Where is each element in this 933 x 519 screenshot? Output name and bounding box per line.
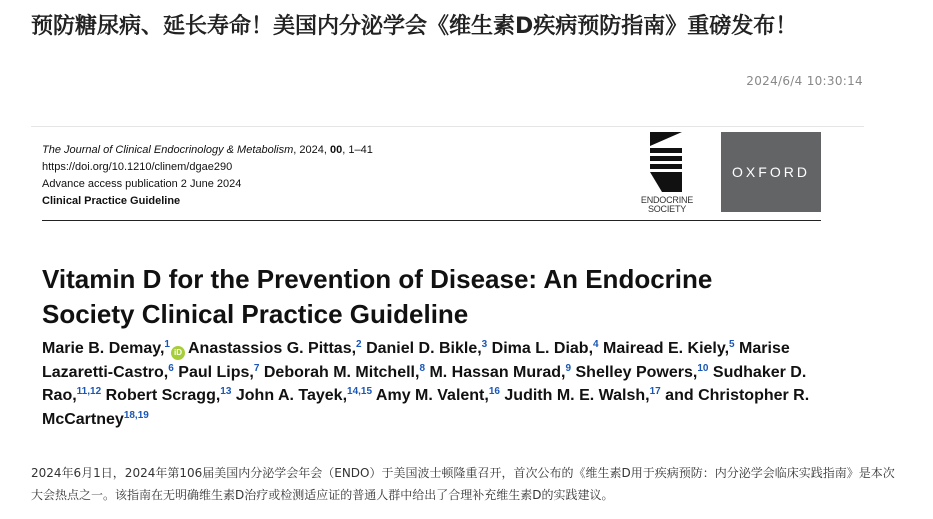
author-name[interactable]: Robert Scragg, <box>105 387 221 404</box>
author-name[interactable]: John A. Tayek, <box>235 387 348 404</box>
author-affiliation[interactable]: 11,12 <box>76 386 102 397</box>
orcid-icon[interactable]: iD <box>171 346 185 360</box>
journal-info <box>42 142 373 210</box>
oxford-logo: OXFORD <box>721 132 821 212</box>
publish-timestamp: 2024/6/4 10:30:14 <box>746 74 863 88</box>
author-name[interactable]: Anastassios G. Pittas, <box>187 340 357 357</box>
author-affiliation[interactable]: 13 <box>220 386 232 397</box>
logo-line-1: ENDOCRINE <box>640 195 694 205</box>
author-affiliation[interactable]: 10 <box>697 362 709 374</box>
endocrine-society-text <box>632 196 702 214</box>
advance-access: Advance access publication 2 June 2024 <box>42 178 242 190</box>
citation-volume: 00 <box>330 144 343 156</box>
author-affiliation[interactable]: 18,19 <box>123 409 149 421</box>
author-affiliation[interactable]: 3 <box>481 339 488 350</box>
author-name[interactable]: and Christopher R. McCartney <box>42 387 810 428</box>
paper-screenshot <box>31 126 864 456</box>
author-name[interactable]: Dima L. Diab, <box>491 340 594 357</box>
author-affiliation[interactable]: 6 <box>168 362 174 374</box>
citation-pages: , 1–41 <box>342 144 373 156</box>
author-name[interactable]: Mairead E. Kiely, <box>603 340 730 357</box>
author-name[interactable]: Shelley Powers, <box>575 363 698 381</box>
author-name[interactable]: Sudhaker D. Rao, <box>42 363 807 404</box>
author-affiliation[interactable]: 8 <box>419 362 425 374</box>
endocrine-society-logo <box>632 132 702 214</box>
author-affiliation[interactable]: 2 <box>356 339 362 350</box>
citation-line <box>42 142 373 159</box>
author-name[interactable]: M. Hassan Murad, <box>429 363 566 381</box>
author-name[interactable]: Amy M. Valent, <box>375 387 489 404</box>
paper-title: Vitamin D for the Prevention of Disease: An Endocrine Society Clinical Practice Guideline <box>42 264 713 329</box>
author-affiliation[interactable]: 7 <box>253 362 260 374</box>
author-list <box>42 337 832 431</box>
author-name[interactable]: Marie B. Demay, <box>42 340 165 357</box>
header-divider <box>42 220 821 221</box>
author-affiliation[interactable]: 16 <box>488 386 500 397</box>
author-name[interactable]: Deborah M. Mitchell, <box>263 363 420 381</box>
top-divider <box>31 126 864 127</box>
logo-line-2: SOCIETY <box>647 204 687 214</box>
author-affiliation[interactable]: 5 <box>729 339 735 350</box>
article-category: Clinical Practice Guideline <box>42 195 181 207</box>
doi-link[interactable]: https://doi.org/10.1210/clinem/dgae290 <box>42 161 233 173</box>
journal-name: The Journal of Clinical Endocrinology & Metabolism <box>42 144 294 156</box>
citation-year: , 2024, <box>293 144 330 156</box>
author-name[interactable]: Daniel D. Bikle, <box>366 340 482 357</box>
article-title: 预防糖尿病、延长寿命！美国内分泌学会《维生素D疾病预防指南》重磅发布！ <box>31 14 798 39</box>
author-affiliation[interactable]: 9 <box>565 362 572 374</box>
intro-paragraph: 2024年6月1日，2024年第106届美国内分泌学会年会（ENDO）于美国波士顿隆重召开，首次公布的《维生素D用于疾病预防：内分泌学会临床实践指南》是本次大会热点之一。该指南在无明确维生素D治疗或检测适应证的普通人群中给出了合理补充维生素D的实践建议。 <box>31 466 895 502</box>
author-affiliation[interactable]: 4 <box>593 339 599 350</box>
author-affiliation[interactable]: 1 <box>164 339 170 350</box>
author-name[interactable]: Paul Lips, <box>178 363 254 381</box>
author-affiliation[interactable]: 14,15 <box>347 386 373 397</box>
author-affiliation[interactable]: 17 <box>649 386 661 397</box>
author-name[interactable]: Marise Lazaretti-Castro, <box>42 340 790 381</box>
author-name[interactable]: Judith M. E. Walsh, <box>504 387 650 404</box>
endocrine-society-icon <box>632 132 702 194</box>
